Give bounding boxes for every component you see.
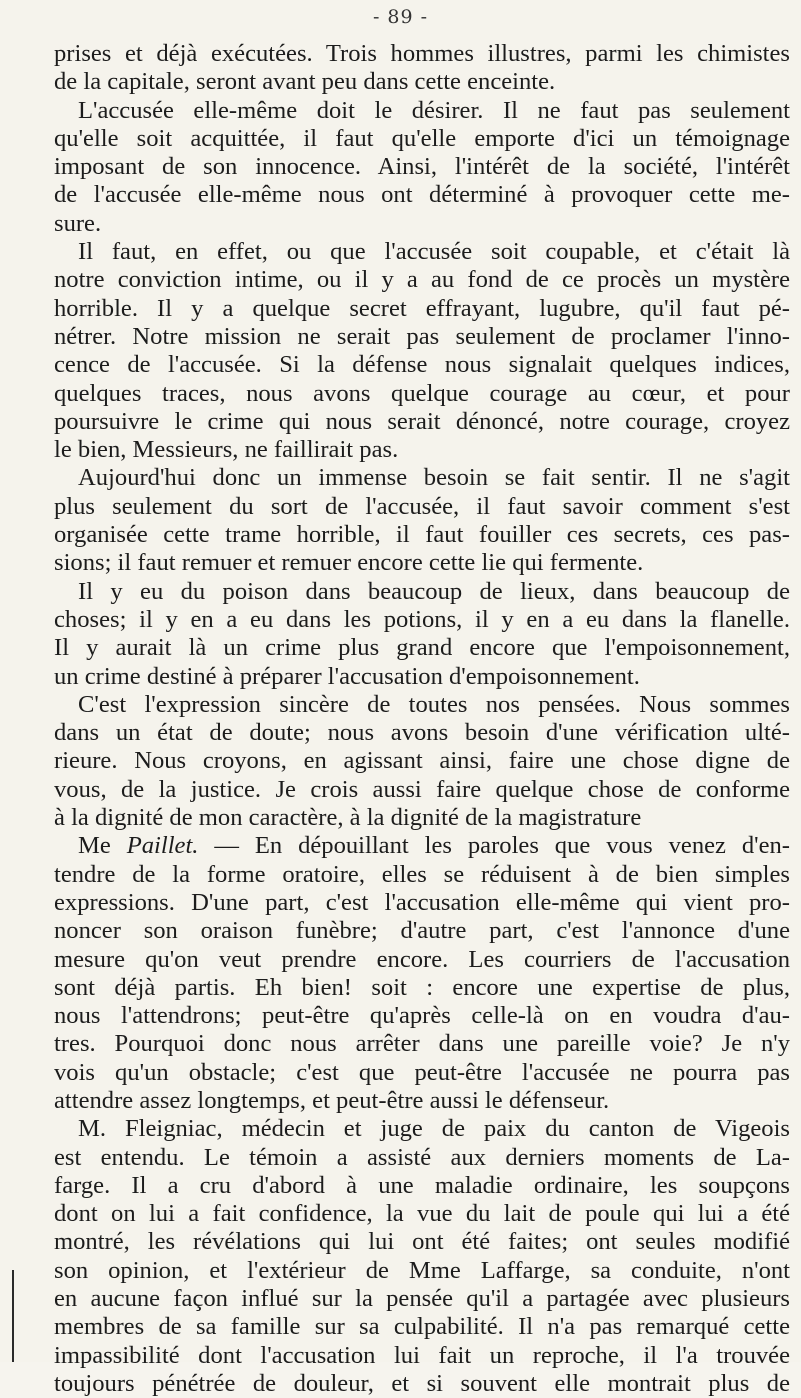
text-line: son opinion, et l'extérieur de Mme Laffarge, sa conduite, n'ont [54, 1256, 790, 1284]
speaker-prefix: Me [78, 832, 127, 860]
text-line: prises et déjà exécutées. Trois hommes illustres, parmi les chimistes [54, 40, 790, 67]
text-line: Il faut, en effet, ou que l'accusée soit coupable, et c'était là [78, 238, 790, 266]
text-line: poursuivre le crime qui nous serait dénoncé, notre courage, croyez [54, 407, 790, 435]
text-line: vous, de la justice. Je crois aussi faire quelque chose de conforme [54, 775, 790, 803]
text-line: plus seulement du sort de l'accusée, il faut savoir comment s'est [54, 492, 790, 520]
text-line: nétrer. Notre mission ne serait pas seulement de proclamer l'inno- [54, 322, 790, 350]
text-line: Aujourd'hui donc un immense besoin se fait sentir. Il ne s'agit [78, 464, 790, 492]
speaker-name: Paillet. [126, 832, 199, 860]
text-line: vois qu'un obstacle; c'est que peut-être l'accusée ne pourra pas [54, 1058, 790, 1086]
text-line: sure. [54, 209, 102, 237]
margin-rule [12, 1270, 14, 1362]
text-line: notre conviction intime, ou il y a au fond de ce procès un mystère [54, 266, 790, 294]
text-line: montré, les révélations qui lui ont été faites; ont seules modifié [54, 1228, 790, 1256]
text-line: qu'elle soit acquittée, il faut qu'elle emporte d'ici un témoignage [54, 124, 790, 152]
text-line: M. Fleigniac, médecin et juge de paix du canton de Vigeois [78, 1115, 790, 1143]
page-number: - 89 - [372, 6, 429, 28]
text-line: cence de l'accusée. Si la défense nous signalait quelques indices, [54, 351, 790, 379]
text-line: attendre assez longtemps, et peut-être aussi le défenseur. [54, 1086, 610, 1114]
text-line: à la dignité de mon caractère, à la dignité de la magistrature [54, 804, 642, 832]
text-line: un crime destiné à préparer l'accusation d'empoisonnement. [54, 662, 640, 690]
text-line: en aucune façon influé sur la pensée qu'il a partagée avec plusieurs [54, 1285, 790, 1313]
text-line: toujours pénétrée de douleur, et si souvent elle montrait plus de [54, 1369, 790, 1397]
text-line: imposant de son innocence. Ainsi, l'intérêt de la société, l'intérêt [54, 153, 790, 181]
text-line: dans un état de doute; nous avons besoin d'une vérification ulté- [54, 719, 790, 747]
text-line: quelques traces, nous avons quelque courage au cœur, et pour [54, 379, 790, 407]
text-line: noncer son oraison funèbre; d'autre part, c'est l'annonce d'une [54, 917, 790, 945]
text-line: expressions. D'une part, c'est l'accusation elle-même qui vient pro- [54, 888, 790, 916]
text-line: membres de sa famille sur sa culpabilité. Il n'a pas remarqué cette [54, 1313, 790, 1341]
speaker-line [54, 832, 790, 860]
text-line: choses; il y en a eu dans les potions, il y en a eu dans la flanelle. [54, 605, 790, 633]
text-line: Il y aurait là un crime plus grand encore que l'empoisonnement, [54, 634, 790, 662]
text-line: impassibilité dont l'accusation lui fait un reproche, il l'a trouvée [54, 1341, 790, 1369]
text-line: de la capitale, seront avant peu dans cette enceinte. [54, 68, 556, 96]
text-line: le bien, Messieurs, ne faillirait pas. [54, 436, 399, 464]
text-line: tres. Pourquoi donc nous arrêter dans une pareille voie? Je n'y [54, 1030, 790, 1058]
text-line: mesure qu'on veut prendre encore. Les courriers de l'accusation [54, 945, 790, 973]
text-line: sont déjà partis. Eh bien! soit : encore une expertise de plus, [54, 973, 790, 1001]
speaker-text: — En dépouillant les paroles que vous venez d'en- [198, 832, 790, 860]
text-line: L'accusée elle-même doit le désirer. Il ne faut pas seulement [78, 96, 790, 124]
text-line: dont on lui a fait confidence, la vue du lait de poule qui lui a été [54, 1200, 790, 1228]
text-line: tendre de la forme oratoire, elles se réduisent à de bien simples [54, 860, 790, 888]
body-text [54, 40, 790, 1398]
text-line: est entendu. Le témoin a assisté aux derniers moments de La- [54, 1143, 790, 1171]
text-line: Il y eu du poison dans beaucoup de lieux, dans beaucoup de [78, 577, 790, 605]
text-line: nous l'attendrons; peut-être qu'après celle-là on en voudra d'au- [54, 1002, 790, 1030]
text-line: C'est l'expression sincère de toutes nos pensées. Nous sommes [78, 690, 790, 718]
text-line: organisée cette trame horrible, il faut fouiller ces secrets, ces pas- [54, 521, 790, 549]
text-line: de l'accusée elle-même nous ont déterminé à provoquer cette me- [54, 181, 790, 209]
text-line: sions; il faut remuer et remuer encore cette lie qui fermente. [54, 549, 644, 577]
text-line: horrible. Il y a quelque secret effrayant, lugubre, qu'il faut pé- [54, 294, 790, 322]
text-line: farge. Il a cru d'abord à une maladie ordinaire, les soupçons [54, 1171, 790, 1199]
text-line: rieure. Nous croyons, en agissant ainsi, faire une chose digne de [54, 747, 790, 775]
